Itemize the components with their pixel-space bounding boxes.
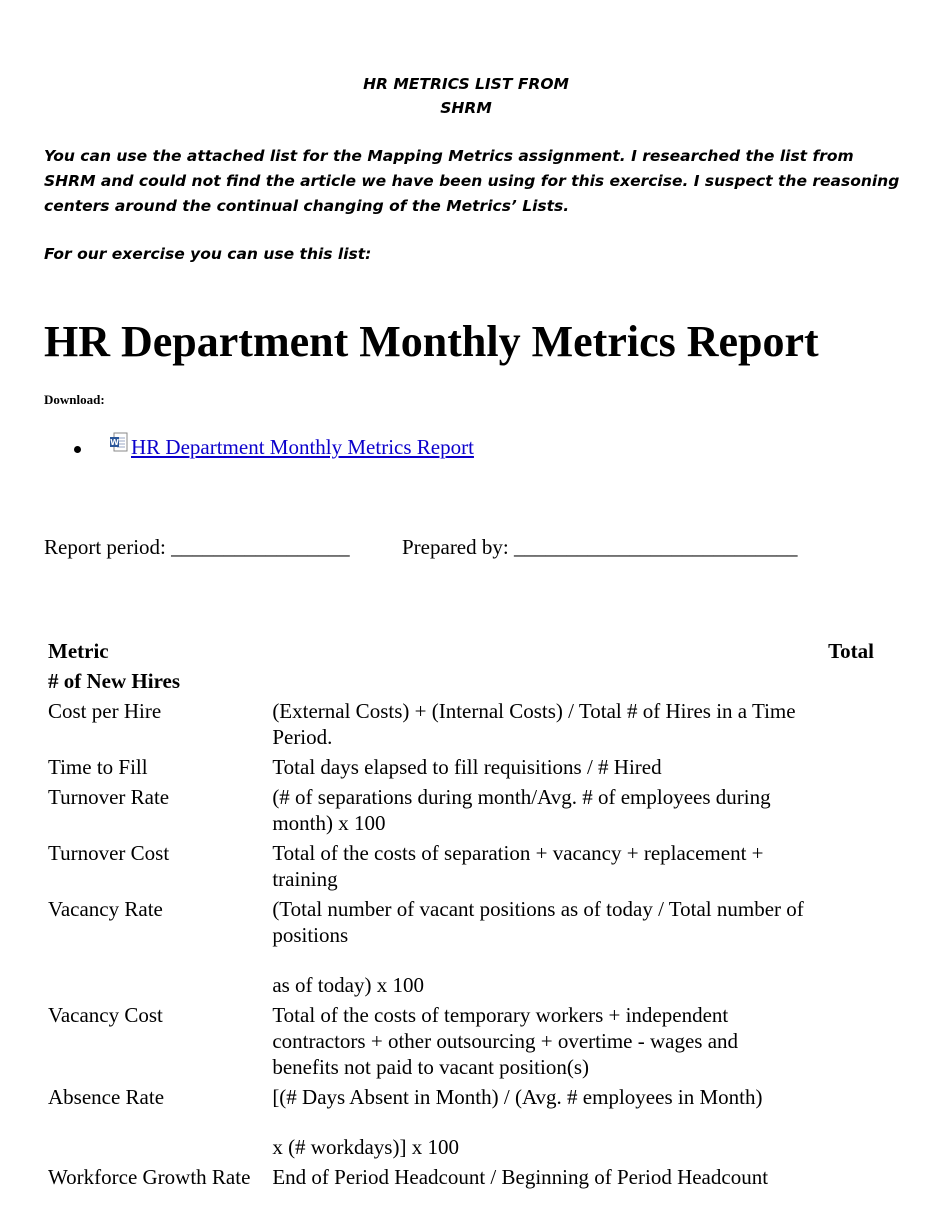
metric-name: Vacancy Rate [48,897,163,921]
metric-total [808,696,878,752]
metric-total [808,1162,878,1192]
metric-formula: Total days elapsed to fill requisitions / # Hired [272,755,662,779]
metric-name: Time to Fill [48,755,148,779]
metric-formula [268,666,808,696]
table-row [44,782,878,838]
table-row [44,1162,878,1192]
metric-formula-continued: as of today) x 100 [272,973,424,997]
metric-name: Workforce Growth Rate [48,1165,251,1189]
table-row [44,1000,878,1082]
metric-formula-cell [268,1082,808,1162]
download-list-item [74,432,474,462]
header-formula-empty [268,636,808,666]
table-row [44,894,878,1000]
paragraph-gap [272,1110,804,1134]
metric-formula: End of Period Headcount / Beginning of Period Headcount [272,1165,769,1189]
table-row [44,696,878,752]
metric-formula-continued: x (# workdays)] x 100 [272,1135,459,1159]
header-total: Total [828,639,874,663]
word-document-icon[interactable] [109,432,129,454]
download-report-link[interactable]: HR Department Monthly Metrics Report [131,435,474,459]
metric-name: Cost per Hire [48,699,162,723]
intro-instruction: For our exercise you can use this list: [44,245,372,263]
metric-formula: (# of separations during month/Avg. # of employees during month) x 100 [272,785,771,835]
table-row [44,838,878,894]
table-row [44,752,878,782]
document-heading [0,72,932,120]
metric-total [808,894,878,1000]
metric-formula: [(# Days Absent in Month) / (Avg. # employees in Month) [272,1085,763,1109]
metric-formula: Total of the costs of separation + vacancy + replacement + training [272,841,764,891]
metric-total [808,752,878,782]
intro-paragraph: You can use the attached list for the Mapping Metrics assignment. I researched the list from SHRM and could not find the article we have been using for this exercise. I suspect the reasoning centers around the continual changing of the Metrics’ Lists. [44,147,900,215]
prepared-by-field: Prepared by: ___________________________ [402,535,798,559]
metric-name: Turnover Cost [48,841,170,865]
header-metric: Metric [48,639,109,663]
metrics-table [44,636,878,1192]
metric-formula: (External Costs) + (Internal Costs) / Total # of Hires in a Time Period. [272,699,796,749]
metric-name: Vacancy Cost [48,1003,163,1027]
metric-name: # of New Hires [48,669,180,693]
svg-text:W: W [110,438,119,447]
heading-line-1: HR METRICS LIST FROM [363,75,569,93]
metric-formula: Total of the costs of temporary workers + independent contractors + other outsourcing + overtime - wages and benefits not paid to vacant position(s) [272,1003,739,1079]
metric-total [808,838,878,894]
metric-formula: (Total number of vacant positions as of today / Total number of positions [272,897,804,947]
paragraph-gap [272,948,804,972]
heading-line-2: SHRM [440,99,492,117]
table-header-row [44,636,878,666]
report-period-field: Report period: _________________ [44,535,350,559]
metric-total [808,782,878,838]
bullet-icon [74,446,81,453]
metric-total [808,666,878,696]
report-title: HR Department Monthly Metrics Report [44,317,819,366]
table-row [44,1082,878,1162]
metric-name: Turnover Rate [48,785,170,809]
metric-formula-cell [268,894,808,1000]
metric-total [808,1000,878,1082]
metric-total [808,1082,878,1162]
download-label: Download: [44,392,105,407]
metric-name: Absence Rate [48,1085,165,1109]
table-row [44,666,878,696]
